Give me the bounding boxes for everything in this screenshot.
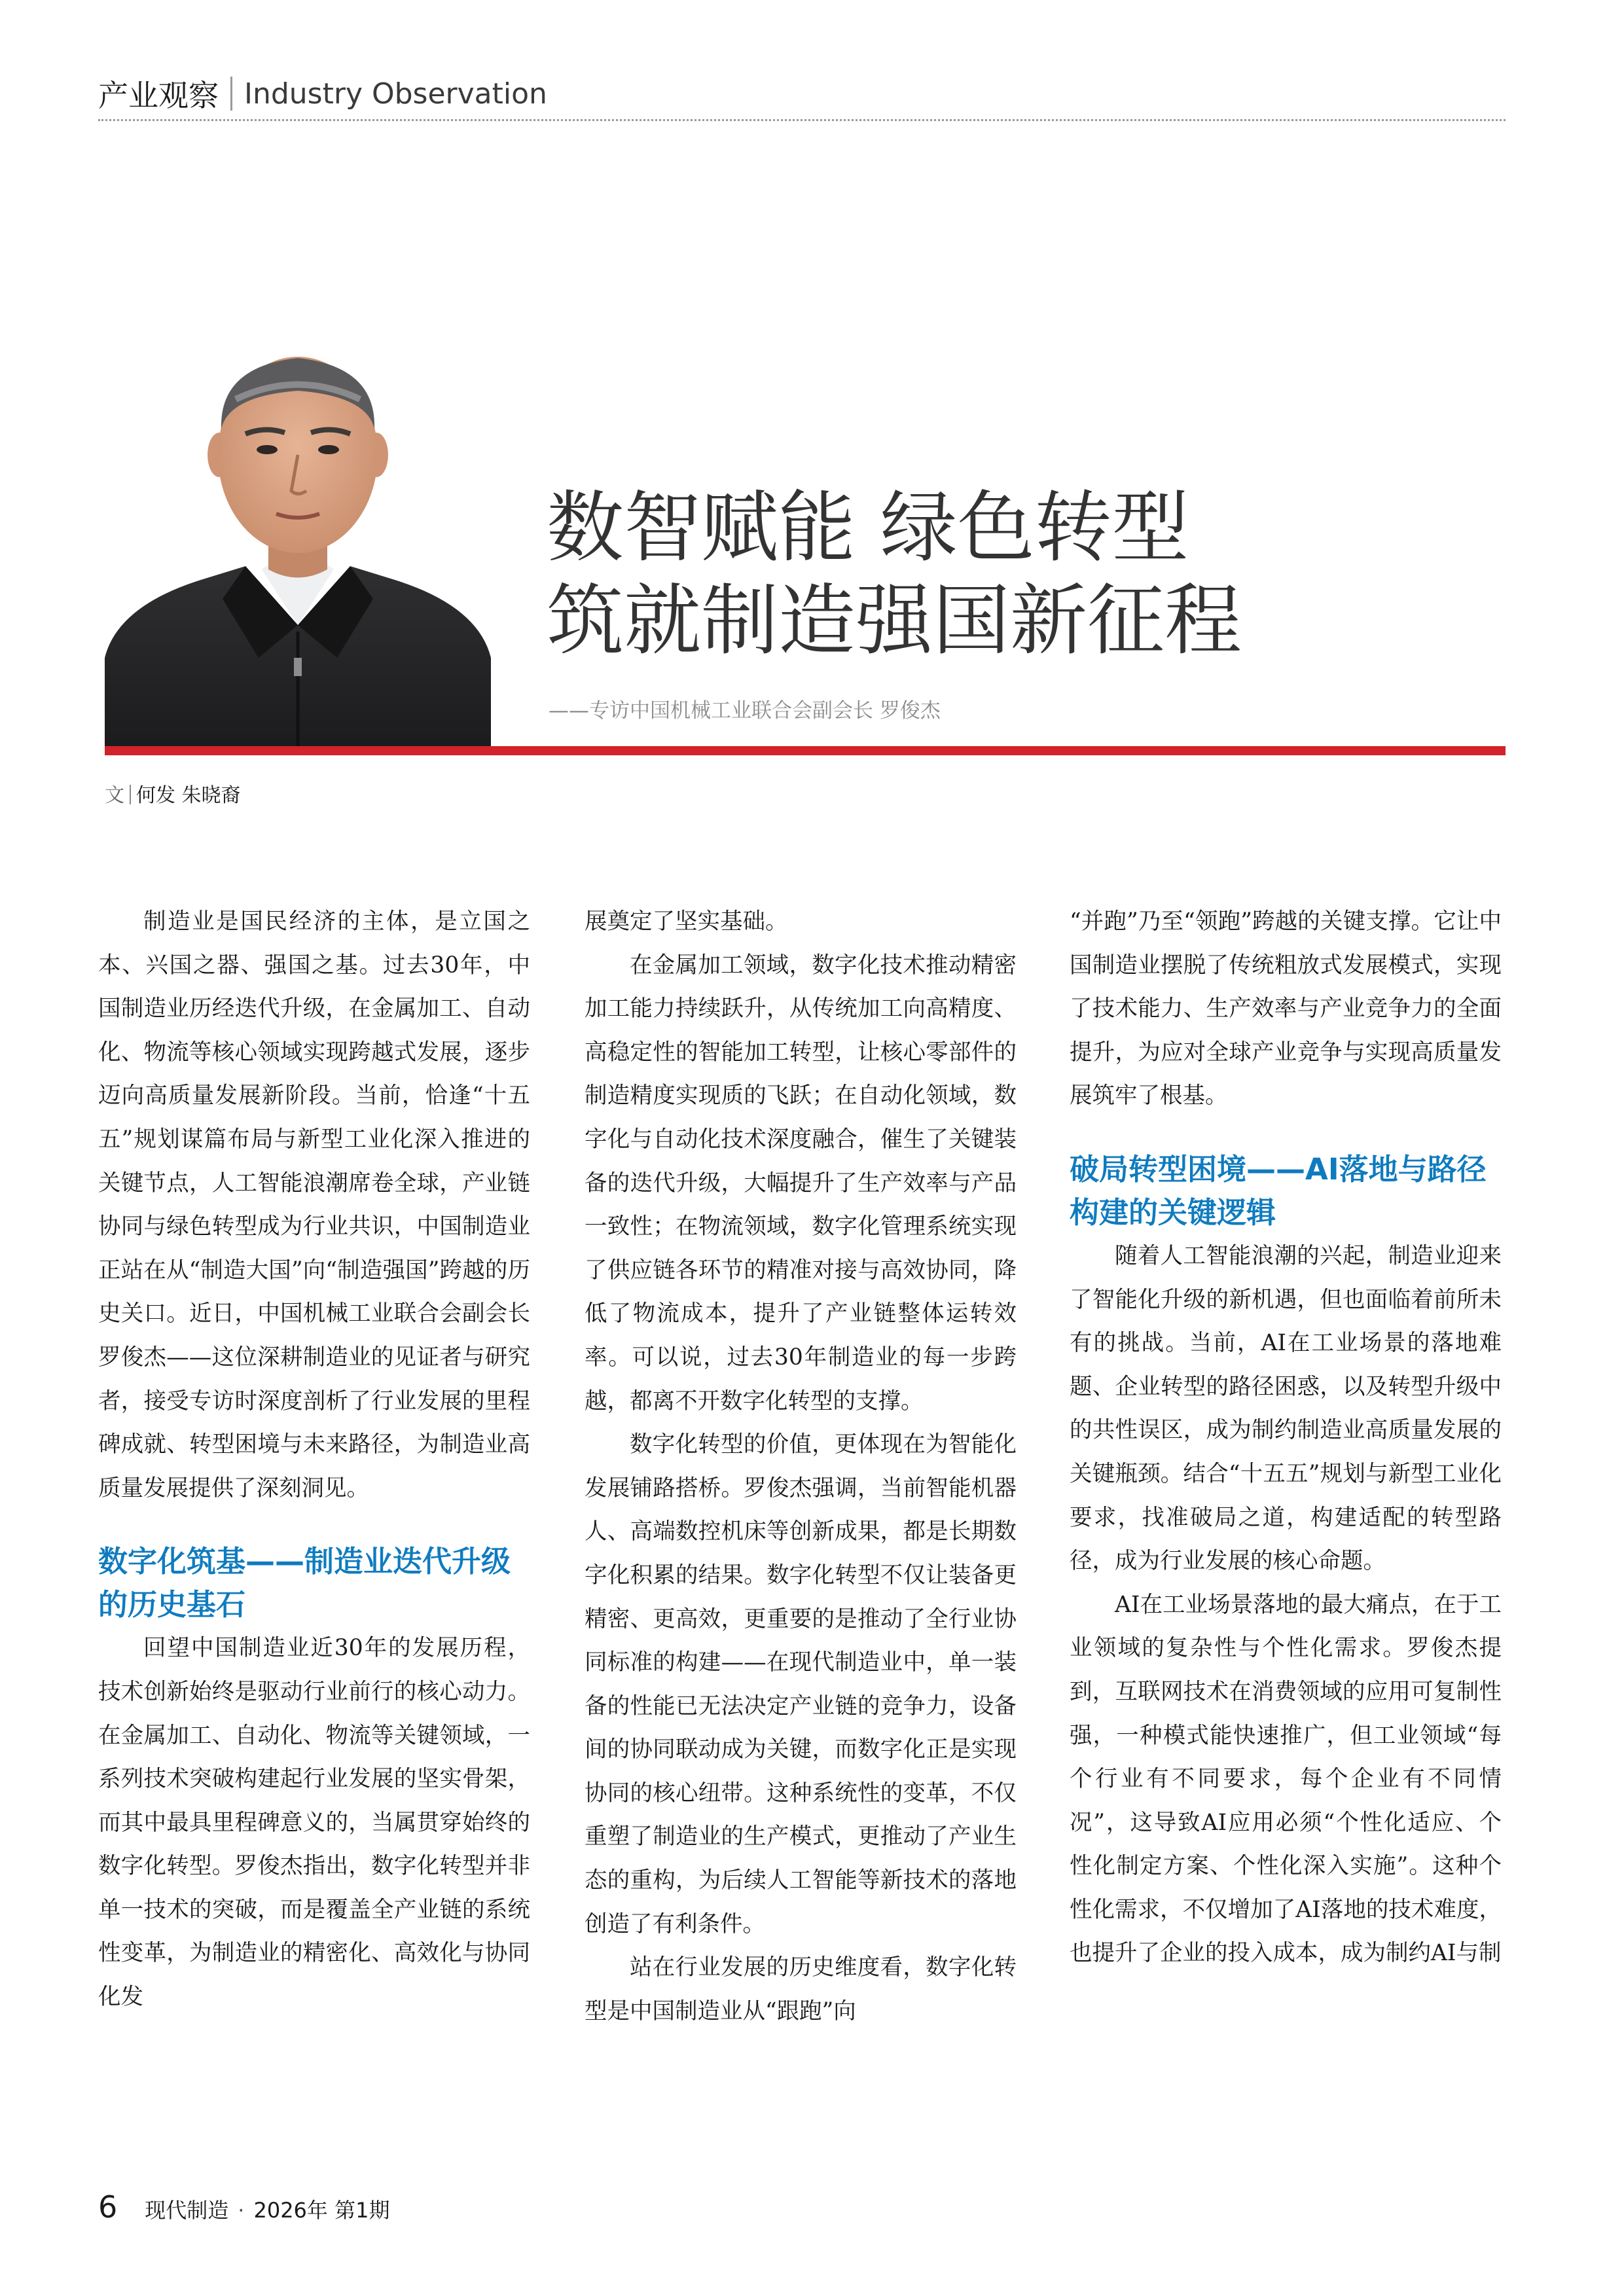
page-number: 6: [98, 2189, 118, 2225]
byline-label: 文: [105, 784, 124, 807]
paragraph-continued: 展奠定了坚实基础。: [585, 908, 788, 935]
text-column-1: [98, 900, 530, 2019]
text-column-3: [1070, 900, 1502, 1975]
article-title-line-1: 数智赋能 绿色转型: [547, 482, 1189, 573]
paragraph-continued: “并跑”乃至“领跑”跨越的关键支撑。它让中国制造业摆脱了传统粗放式发展模式，实现了技术能力、生产效率与产业竞争力的全面提升，为应对全球产业竞争与实现高质量发展筑牢了根基。: [1070, 908, 1502, 1109]
footer-separator: ·: [238, 2198, 245, 2223]
byline-authors: 何发 朱晓裔: [136, 784, 241, 807]
byline-divider: [130, 785, 131, 804]
header-dotted-rule: [98, 119, 1506, 121]
accent-red-rule: [105, 746, 1506, 755]
text-column-2: [585, 900, 1017, 2033]
paragraph: 制造业是国民经济的主体，是立国之本、兴国之器、强国之基。过去30年，中国制造业历经迭代升级，在金属加工、自动化、物流等核心领域实现跨越式发展，逐步迈向高质量发展新阶段。当前，恰逢“十五五”规划谋篇布局与新型工业化深入推进的关键节点，人工智能浪潮席卷全球，产业链协同与绿色转型成为行业共识，中国制造业正站在从“制造大国”向“制造强国”跨越的历史关口。近日，中国机械工业联合会副会长罗俊杰——这位深耕制造业的见证者与研究者，接受专访时深度剖析了行业发展的里程碑成就、转型困境与未来路径，为制造业高质量发展提供了深刻洞见。: [98, 908, 530, 1501]
magazine-name: 现代制造: [145, 2198, 229, 2223]
issue-label: 2026年 第1期: [253, 2198, 390, 2223]
running-header: [98, 71, 1506, 117]
paragraph: 回望中国制造业近30年的发展历程，技术创新始终是驱动行业前行的核心动力。在金属加工、自动化、物流等关键领域，一系列技术突破构建起行业发展的坚实骨架，而其中最具里程碑意义的，当属贯穿始终的数字化转型。罗俊杰指出，数字化转型并非单一技术的突破，而是覆盖全产业链的系统性变革，为制造业的精密化、高效化与协同化发: [98, 1635, 530, 2011]
paragraph: 数字化转型的价值，更体现在为智能化发展铺路搭桥。罗俊杰强调，当前智能机器人、高端数控机床等创新成果，都是长期数字化积累的结果。数字化转型不仅让装备更精密、更高效，更重要的是推动了全行业协同标准的构建——在现代制造业中，单一装备的性能已无法决定产业链的竞争力，设备间的协同联动成为关键，而数字化正是实现协同的核心纽带。这种系统性的变革，不仅重塑了制造业的生产模式，更推动了产业生态的重构，为后续人工智能等新技术的落地创造了有利条件。: [585, 1431, 1017, 1937]
article-title-line-2: 筑就制造强国新征程: [547, 575, 1242, 666]
section-heading: 数字化筑基——制造业迭代升级的历史基石: [98, 1544, 511, 1623]
section-title-en: Industry Observation: [244, 77, 547, 111]
paragraph: 站在行业发展的历史维度看，数字化转型是中国制造业从“跟跑”向: [585, 1954, 1017, 2024]
byline: [105, 779, 241, 808]
section-heading: 破局转型困境——AI落地与路径构建的关键逻辑: [1070, 1151, 1487, 1230]
paragraph: 在金属加工领域，数字化技术推动精密加工能力持续跃升，从传统加工向高精度、高稳定性的智能加工转型，让核心零部件的制造精度实现质的飞跃；在自动化领域，数字化与自动化技术深度融合，催生了关键装备的迭代升级，大幅提升了生产效率与产品一致性；在物流领域，数字化管理系统实现了供应链各环节的精准对接与高效协同，降低了物流成本，提升了产业链整体运转效率。可以说，过去30年制造业的每一步跨越，都离不开数字化转型的支撑。: [585, 952, 1017, 1414]
header-divider: [230, 77, 232, 111]
section-title-cn: 产业观察: [98, 78, 219, 113]
article-subtitle: ——专访中国机械工业联合会副会长 罗俊杰: [549, 699, 941, 723]
paragraph: AI在工业场景落地的最大痛点，在于工业领域的复杂性与个性化需求。罗俊杰提到，互联网技术在消费领域的应用可复制性强，一种模式能快速推广，但工业领域“每个行业有不同要求，每个企业有不同情况”，这导致AI应用必须“个性化适应、个性化制定方案、个性化深入实施”。这种个性化需求，不仅增加了AI落地的技术难度，也提升了企业的投入成本，成为制约AI与制: [1070, 1591, 1502, 1967]
paragraph: 随着人工智能浪潮的兴起，制造业迎来了智能化升级的新机遇，但也面临着前所未有的挑战。当前，AI在工业场景的落地难题、企业转型的路径困惑，以及转型升级中的共性误区，成为制约制造业高质量发展的关键瓶颈。结合“十五五”规划与新型工业化要求，找准破局之道，构建适配的转型路径，成为行业发展的核心命题。: [1070, 1242, 1502, 1575]
article-title: [547, 481, 1496, 667]
page-footer: [98, 2189, 389, 2229]
portrait-photo-icon: [105, 350, 491, 746]
